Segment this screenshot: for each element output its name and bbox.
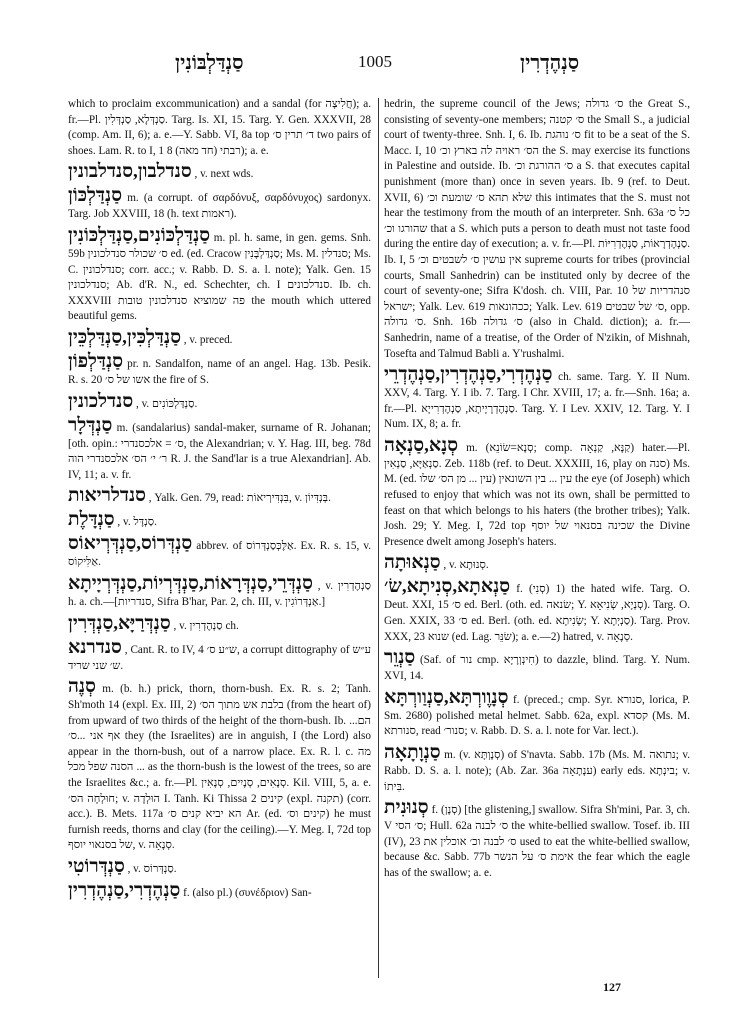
page-number: 1005 — [358, 52, 392, 71]
column-rule — [378, 98, 379, 978]
entry-headword: סַנְדַּלְפוֹן — [68, 350, 124, 372]
dictionary-entry — [68, 391, 371, 413]
dictionary-entry — [384, 742, 690, 795]
dictionary-entry — [384, 97, 690, 362]
entry-definition: m. pl. h. same, in gen. gems. Snh. 59b ס׳ שכולר סנדלכונין ed. (ed. Cracow סַנְדַּלְבָּנִין; Ms. M. סנדלין; Ms. C. סנדלכונין; corr. acc.; v. Rabb. D. S. a. l. note); Yalk. Gen. 15 סנדלכונין; Ab. d'R. N., ed. Schechter, ch. I סנדלכונים. Ib. ch. XXXVIII פה שמוציא סנדלכונין טובות the mouth which uttered beautiful gems. — [68, 231, 372, 323]
entry-definition: , v. סַנְדָּל. — [117, 516, 157, 529]
dictionary-entry — [384, 576, 690, 645]
entry-definition: , v. סַנְדַּלְכּוֹנִים. — [135, 397, 198, 410]
dictionary-entry — [68, 351, 371, 389]
entry-headword: סַנְהֶדְרִי,סַנְהֶדְרִין,סַנְהֶדְרֵי — [384, 364, 553, 386]
entry-definition: pr. n. Sandalfon, name of an angel. Hag. 13b. Pesik. R. s. 20 אשו של ס׳ the fire of S. — [68, 357, 372, 386]
entry-headword: סַנְדַּלְכִּין,סַנְדַּלְכֵּין — [68, 326, 181, 348]
entry-definition: , v. סַנְהֶדְרִין ch. — [173, 619, 239, 632]
dictionary-entry — [68, 509, 371, 531]
entry-definition: f. (also pl.) (συνέδριον) San- — [183, 887, 312, 900]
entry-definition: abbrev. of אַלֶּכְּסַנְדְּרוֹס. Ex. R. s. 15, v. אַלִּיקוֹס. — [68, 540, 371, 569]
entry-definition: , v. next wds. — [194, 168, 254, 181]
entry-headword: סְנָוֶורְתָּא,סַנְוַורְתָּא — [384, 686, 509, 708]
dictionary-entry — [384, 647, 690, 685]
entry-headword: סַנְדְּרוֹס,סַנְדְּרְיאוֹס — [68, 533, 193, 555]
entry-definition: , v. סַנְהֶדְרִין h. a. ch.—[סנדריות, Sifra B'har, Par. 2, ch. III, v. אַנְדְּרוֹגִין.] — [68, 579, 371, 608]
entry-definition: m. (b. h.) prick, thorn, thorn-bush. Ex. R. s. 2; Tanh. Sh'moth 14 (expl. Ex. III, 2) בלבת אש מתוך הס׳ (from the heart of) from upward of two thirds of the height of the thorn-bush. Ib. ...הם אף אני ...ס׳ they (the Israelites) are in anguish, I (the Lord) also appear in the thorn-bush, out of a narrow place. Ex. R. l. c. מה הסנה שפל מכל ... as the thorn-bush is the lowest of the trees, so are the Israelites &c.; a. fr.—Pl. סְנָאִים, סְנָיִים, סְנָאִין. Kil. VIII, 5, a. e. חוּלְחָה הס׳; v. הוּלְדָה I. Tanh. Ki Thissa 2 קינים (expl. תקנה) (corr. acc.). B. Mets. 117a הא יביא קנים ס׳ Ar. (ed. קינים וס׳) he must furnish reeds, thorns and clay (for the ceiling).—Y. Meg. I, 72d top של בסנאוי יוסף, v. סְנָאָה. — [68, 683, 372, 852]
entry-headword: סְנֶה — [68, 676, 96, 698]
entry-headword: סְנָא,סַנְאָה — [384, 434, 459, 456]
entry-definition: m. (a corrupt. of σαρδόνυξ, σαρδόνυχος) sardonyx. Targ. Job XXVIII, 18 (h. text ראמות). — [68, 192, 371, 221]
dictionary-entry — [68, 880, 371, 902]
entry-definition: m. (סְנָא=שׂוֹנֵא; comp. קַנָּא, קַנְאָה) hater.—Pl. סַנְאַיָּא, סַנְאִין. Zeb. 118b (ref. to Deut. XXXIII, 16, play on סנה) Ms. M. (ed. עין ... מן הס׳ שלו) עין ... בין השונאין the eye (of Joseph) which refused to enjoy that which was not its own, shall be permitted to feast on that which belongs to his haters (the brother tribes); Yalk. Josh. 29; Y. Meg. I, 72d top שכינה בסנאוי של יוסף the Divine Presence dwelt among Joseph's haters. — [384, 441, 691, 548]
entry-definition: f. (סְנָן) [the glistening,] swallow. Sifra Sh'mini, Par. 3, ch. V ס׳ הסי; Hull. 62a ס׳ לבנה the white-bellied swallow. Tosef. ib. III (IV), 23 ס׳ לבנה וכ׳ אוכלין את used to eat the white-bellied swallow, because &c. Sabb. 77b אימת ס׳ על הנשר the fear which the eagle has of the swallow; a. e. — [384, 804, 691, 879]
dictionary-entry — [384, 435, 690, 551]
running-header — [0, 52, 750, 78]
header-guide-word-right: סַנְהֶדְרִין — [520, 52, 580, 74]
dictionary-entry — [68, 225, 371, 325]
left-column — [68, 97, 371, 904]
entry-headword: סַנְדְּרֵי,סַנְדְּרָאוֹת,סַנְדְּרְיוֹת,סַנְדְּרְיָיתָא — [68, 572, 313, 594]
entry-definition: hedrin, the supreme council of the Jews; ס׳ גדולה the Great S., consisting of seventy-one members; ס׳ קטנה the Small S., a judicial court of twenty-three. Snh. I, 6. Ib. ס׳ נוהגת fit to be a seat of the S. Macc. I, 10 הס׳ ראויה לה בארץ וכ׳ the S. may exercise its functions in Palestine and outside. Ib. ס׳ ההורגת וכ׳ a S. that executes capital punishment (more than) once in seven years. Ib. 9 (ref. to Deut. XVII, 6) שלא תהא ס׳ שומעת וכ׳ this intimates that the S. must not hear the testimony from the mouth of an interpreter. Snh. 63a כל ס׳ שהורגו וכ׳ that a S. which puts a person to death must not taste food during the entire day of execution; a. v. fr.—Pl. סַנְהֶדְרָאוֹת, סַנְהֶדְרִיּוֹת. Ib. I, 5 אין עושין ס׳ לשבטים וכ׳ supreme courts for tribes (provincial courts, Small Sanhedrin) can be instituted only by decree of the court of seventy-one; Sifra K'dosh. ch. VIII, Par. 10 סנהדריות של ישראל; Yalk. Lev. 619 ככהונאות; Yalk. Lev. 619 ס׳ של שבטים, opp. ס׳ גדולה. Snh. 16b ס׳ גדולה (also in Chald. diction); a. fr.—Sanhedrin, name of a treatise, of the Order of N'zikin, of Mishnah, Tosefta and Talmud Babli a. Y'rushalmi. — [384, 98, 691, 360]
entry-definition: f. (סְנִי) 1) the hated wife. Targ. O. Deut. XXI, 15 ס׳ ed. Berl. (oth. ed. שׂנאה; Y. סְנְיָא, שְׂנִיאָא). Targ. O. Gen. XXIX, 33 ס׳ ed. Berl. (oth. ed. שְׂנִיתָא; Y. סַנְיְתָא). Targ. Prov. XXX, 23 שנוא (ed. Lag. שׂנֵּר); a. e.—2) hatred, v. סְנָאָה. — [384, 583, 691, 643]
dictionary-entry — [68, 161, 371, 183]
header-guide-word-left: סַנְדַּלְבּוֹנִין — [175, 52, 244, 74]
dictionary-entry — [68, 415, 371, 484]
entry-headword: סַנְהֶדְרִי,סַנְהֶדְרִין — [68, 880, 181, 902]
entry-definition: (Saf. of נור cmp. חִינְוְרָיָא) to dazzle, blind. Targ. Y. Num. XVI, 14. — [384, 654, 690, 683]
entry-definition: , v. סְנוּתָא. — [443, 559, 489, 572]
dictionary-entry — [68, 637, 371, 675]
signature-number: 127 — [603, 980, 621, 994]
entry-definition: , Cant. R. to IV, 4 ש״ע ס׳, a corrupt dittography of ע״ש ש׳ שני שריד. — [68, 643, 371, 672]
entry-definition: , Yalk. Gen. 79, read: בִּנְדִּירְיאוֹת, v. בְּנְדִּיוֹן. — [148, 492, 331, 505]
entry-headword: סְנוּנִית — [384, 797, 429, 819]
dictionary-entry — [384, 687, 690, 740]
entry-definition: ch. same. Targ. Y. II Num. XXV, 4. Targ. Y. I ib. 7. Targ. I Chr. XVIII, 17; a. fr.—Snh. 16a; a. fr.—Pl. סַנְהֶדְרָיָיתָא, סַנְהֶדְרִייָא. Targ. Y. I Lev. XXIV, 12. Targ. Y. I Num. IX, 8; a. fr. — [384, 371, 690, 431]
entry-headword: סַנְדְּלָר — [68, 414, 113, 436]
entry-headword: סַנְאוּתָה — [384, 552, 441, 574]
dictionary-entry — [68, 533, 371, 571]
entry-headword: סנדלריאות — [68, 485, 146, 507]
dictionary-entry — [68, 676, 371, 854]
right-column — [384, 97, 690, 884]
dictionary-entry — [68, 573, 371, 611]
dictionary-entry — [68, 327, 371, 349]
dictionary-entry — [68, 856, 371, 878]
entry-headword: סַנְוֵר — [384, 647, 416, 669]
dictionary-entry — [384, 797, 690, 881]
dictionary-entry — [384, 364, 690, 433]
entry-headword: סַנְדְּרַיָּא,סַנְדְּרִין — [68, 612, 171, 634]
entry-headword: סנדלכונין — [68, 390, 134, 412]
entry-headword: סנדלבון,סנדלבונין — [68, 161, 192, 183]
entry-headword: סַנְוָתָאָה — [384, 742, 441, 763]
entry-definition: , v. preced. — [183, 333, 233, 346]
entry-headword: סנדרנא — [68, 636, 122, 658]
entry-definition: f. (preced.; cmp. Syr. סנורא, lorica, P. Sm. 2680) polished metal helmet. Sabb. 62a, expl. קסדא (Ms. M. סנורתא, read סנור׳; v. Rabb. D. S. a. l. note for Var. lect.). — [384, 693, 691, 738]
dictionary-entry — [68, 185, 371, 223]
entry-headword: סַנְאתָא,סְנִיתָא,שׂ׳ — [384, 576, 511, 598]
dictionary-entry — [68, 613, 371, 635]
dictionary-entry — [68, 485, 371, 507]
entry-definition: , v. סַנְדְּרוֹס. — [127, 863, 177, 876]
dictionary-entry — [384, 552, 690, 574]
entry-headword: סַנְדָּלֶת — [68, 509, 115, 531]
entry-headword: סַנְדְּרוֹטִי — [68, 856, 125, 878]
entry-definition: m. (v. סְנָוְתָּא) of S'navta. Sabb. 17b (Ms. M. נתואה; v. Rabb. D. S. a. l. note); (Ab. Zar. 36a ענָתָאָה) early eds. בינְתָא; v. בִּיתוֹ. — [384, 749, 691, 793]
entry-headword: סַנְדַּלְכּוֹן — [68, 185, 123, 207]
entry-definition: which to proclaim excommunication) and a sandal (for חֲלִיצָה); a. fr.—Pl. סַנְדְּלָא, סַנְדְּלִין. Targ. Is. XI, 15. Targ. Y. Gen. XXXVII, 28 (comp. Am. II, 6); a. e.—Y. Sabb. VI, 8a top ד׳ תרין ס׳ two pairs of shoes. Lam. R. to I, 1 רבתי (חד מאה) 8); a. e. — [68, 98, 372, 157]
entry-headword: סַנְדַּלְכּוֹנִים,סַנְדַּלְכּוֹנִין — [68, 224, 211, 246]
dictionary-entry — [68, 97, 371, 159]
entry-definition: m. (sandalarius) sandal-maker, surname of R. Johanan; [oth. opin.: ס׳ = אלכסנדרי, the Alexandrian; v. Y. Hag. III, beg. 78d ר׳ י׳ הס׳ אלכסנדרי הוה R. J. the Sand'lar is a true Alexandrian]. Ab. IV, 11; a. v. fr. — [68, 421, 371, 481]
